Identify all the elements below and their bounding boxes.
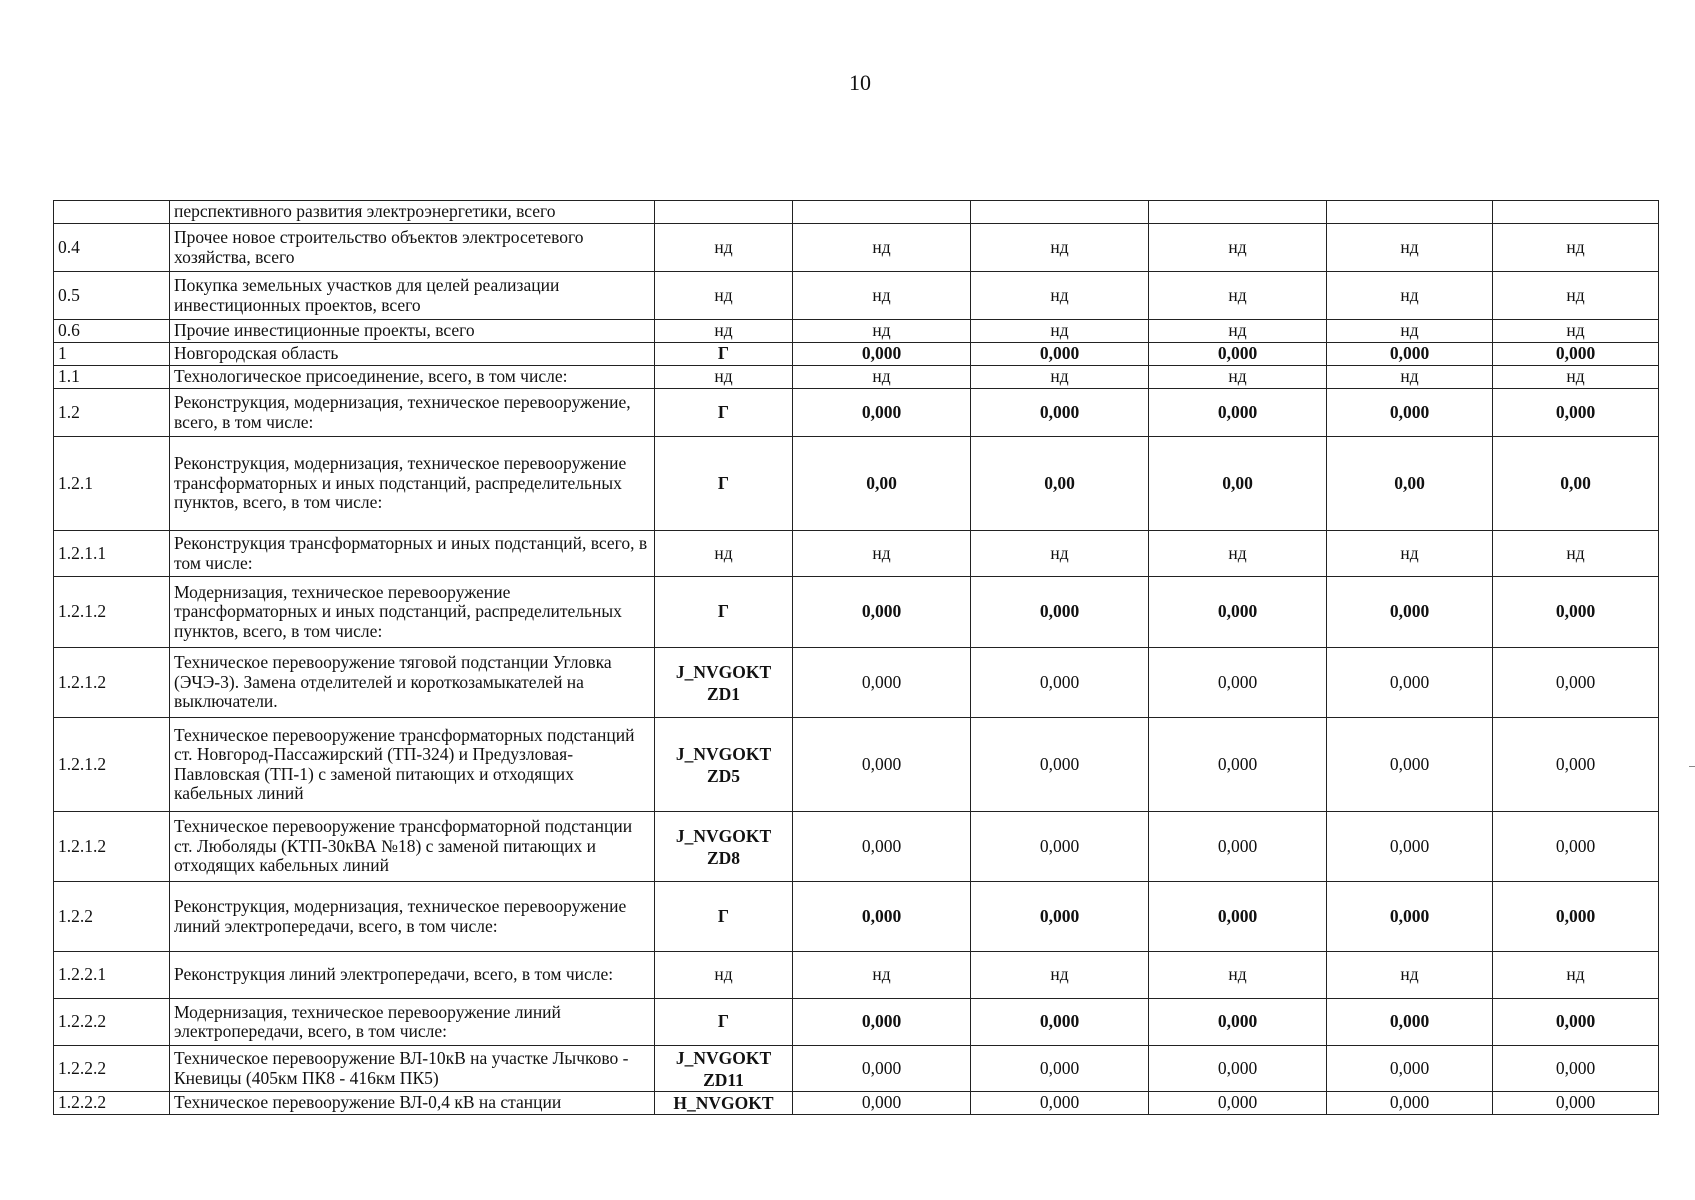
row-number-cell: 1.2.2 <box>54 882 170 952</box>
project-code-cell <box>655 201 793 224</box>
value-cell: 0,000 <box>971 1046 1149 1092</box>
project-code-cell: J_NVGOKT ZD5 <box>655 718 793 812</box>
row-name-cell: Реконструкция трансформаторных и иных подстанций, всего, в том числе: <box>170 531 655 577</box>
value-cell: 0,00 <box>971 437 1149 531</box>
value-cell: нд <box>1493 952 1659 999</box>
value-cell: нд <box>1327 531 1493 577</box>
value-cell: 0,000 <box>1493 1092 1659 1115</box>
value-cell: 0,000 <box>1493 999 1659 1046</box>
value-cell: 0,000 <box>1149 648 1327 718</box>
row-number-cell: 1.2.1.2 <box>54 718 170 812</box>
table-row <box>54 272 1659 320</box>
value-cell: 0,000 <box>971 389 1149 437</box>
value-cell: нд <box>1327 272 1493 320</box>
table-row <box>54 1092 1659 1115</box>
value-cell: 0,000 <box>1493 882 1659 952</box>
row-name-cell: Техническое перевооружение тяговой подстанции Угловка (ЭЧЭ-3). Замена отделителей и короткозамыкателей на выключатели. <box>170 648 655 718</box>
value-cell: 0,000 <box>793 577 971 648</box>
project-code-cell: Г <box>655 882 793 952</box>
row-number-cell: 1.2.2.2 <box>54 1092 170 1115</box>
value-cell: 0,000 <box>793 1046 971 1092</box>
value-cell: 0,000 <box>1327 1046 1493 1092</box>
page-number: 10 <box>849 70 871 95</box>
value-cell: нд <box>793 272 971 320</box>
value-cell: 0,000 <box>1327 389 1493 437</box>
value-cell: нд <box>1149 320 1327 343</box>
row-name-cell: Техническое перевооружение ВЛ-10кВ на участке Лычково - Кневицы (405км ПК8 - 416км ПК5) <box>170 1046 655 1092</box>
value-cell: 0,000 <box>1327 343 1493 366</box>
value-cell: нд <box>1327 320 1493 343</box>
row-name-cell: Реконструкция, модернизация, техническое перевооружение, всего, в том числе: <box>170 389 655 437</box>
value-cell: 0,000 <box>793 343 971 366</box>
row-name-cell: Реконструкция линий электропередачи, всего, в том числе: <box>170 952 655 999</box>
scan-edge-mark <box>1689 766 1695 767</box>
project-code-cell: Г <box>655 389 793 437</box>
table-row <box>54 812 1659 882</box>
value-cell: нд <box>971 320 1149 343</box>
value-cell: 0,000 <box>971 812 1149 882</box>
table-row <box>54 224 1659 272</box>
value-cell <box>971 201 1149 224</box>
table-row <box>54 648 1659 718</box>
value-cell: 0,000 <box>971 882 1149 952</box>
value-cell: нд <box>1493 224 1659 272</box>
value-cell: нд <box>1149 272 1327 320</box>
table-row <box>54 577 1659 648</box>
row-name-cell: Технологическое присоединение, всего, в том числе: <box>170 366 655 389</box>
project-code-cell: нд <box>655 272 793 320</box>
value-cell: 0,000 <box>1149 1046 1327 1092</box>
value-cell: 0,000 <box>1327 882 1493 952</box>
table-row <box>54 718 1659 812</box>
value-cell: 0,000 <box>1149 882 1327 952</box>
table-row <box>54 531 1659 577</box>
value-cell: 0,000 <box>1327 812 1493 882</box>
value-cell <box>793 201 971 224</box>
row-number-cell: 1.2.1.2 <box>54 648 170 718</box>
value-cell: нд <box>971 531 1149 577</box>
table-row <box>54 952 1659 999</box>
value-cell <box>1149 201 1327 224</box>
project-code-cell: нд <box>655 366 793 389</box>
value-cell: 0,000 <box>1327 648 1493 718</box>
value-cell: 0,000 <box>1493 812 1659 882</box>
value-cell: 0,00 <box>1327 437 1493 531</box>
value-cell: 0,000 <box>793 812 971 882</box>
value-cell: 0,000 <box>1149 718 1327 812</box>
value-cell: 0,000 <box>971 718 1149 812</box>
project-code-cell: нд <box>655 531 793 577</box>
table-row <box>54 343 1659 366</box>
table-row <box>54 1046 1659 1092</box>
value-cell: 0,000 <box>1327 1092 1493 1115</box>
value-cell: 0,000 <box>971 999 1149 1046</box>
table-row <box>54 882 1659 952</box>
row-number-cell <box>54 201 170 224</box>
table-row <box>54 999 1659 1046</box>
value-cell: 0,000 <box>1149 343 1327 366</box>
row-name-cell: Техническое перевооружение ВЛ-0,4 кВ на станции <box>170 1092 655 1115</box>
value-cell: 0,000 <box>1327 999 1493 1046</box>
value-cell: 0,000 <box>793 718 971 812</box>
value-cell: 0,000 <box>793 648 971 718</box>
row-name-cell: Модернизация, техническое перевооружение трансформаторных и иных подстанций, распределительных пунктов, всего, в том числе: <box>170 577 655 648</box>
table-row <box>54 366 1659 389</box>
value-cell: 0,000 <box>793 1092 971 1115</box>
value-cell: нд <box>1327 366 1493 389</box>
value-cell: 0,000 <box>1493 648 1659 718</box>
value-cell: 0,000 <box>793 389 971 437</box>
value-cell: 0,000 <box>1493 718 1659 812</box>
value-cell: 0,000 <box>1327 718 1493 812</box>
value-cell: нд <box>1149 224 1327 272</box>
row-name-cell: перспективного развития электроэнергетики, всего <box>170 201 655 224</box>
row-name-cell: Новгородская область <box>170 343 655 366</box>
value-cell: 0,000 <box>1493 577 1659 648</box>
row-name-cell: Покупка земельных участков для целей реализации инвестиционных проектов, всего <box>170 272 655 320</box>
value-cell <box>1493 201 1659 224</box>
investment-plan-table <box>53 200 1659 1115</box>
value-cell: нд <box>971 272 1149 320</box>
row-name-cell: Прочее новое строительство объектов электросетевого хозяйства, всего <box>170 224 655 272</box>
row-number-cell: 1.2.2.2 <box>54 1046 170 1092</box>
project-code-cell: H_NVGOKT <box>655 1092 793 1115</box>
value-cell: 0,000 <box>1493 343 1659 366</box>
value-cell: 0,000 <box>1327 577 1493 648</box>
row-number-cell: 1.2.1.2 <box>54 577 170 648</box>
value-cell: нд <box>1327 224 1493 272</box>
value-cell: 0,000 <box>1149 812 1327 882</box>
value-cell: нд <box>1149 531 1327 577</box>
row-number-cell: 1.1 <box>54 366 170 389</box>
value-cell: нд <box>1493 366 1659 389</box>
row-number-cell: 1.2 <box>54 389 170 437</box>
value-cell: нд <box>971 224 1149 272</box>
project-code-cell: Г <box>655 343 793 366</box>
value-cell: нд <box>971 366 1149 389</box>
value-cell: 0,000 <box>971 343 1149 366</box>
row-number-cell: 1 <box>54 343 170 366</box>
row-name-cell: Реконструкция, модернизация, техническое перевооружение линий электропередачи, всего, в том числе: <box>170 882 655 952</box>
value-cell: 0,000 <box>971 1092 1149 1115</box>
value-cell: нд <box>1493 531 1659 577</box>
value-cell: нд <box>793 320 971 343</box>
row-number-cell: 1.2.1.1 <box>54 531 170 577</box>
project-code-cell: J_NVGOKT ZD8 <box>655 812 793 882</box>
value-cell: нд <box>793 952 971 999</box>
value-cell: 0,000 <box>1493 1046 1659 1092</box>
row-name-cell: Прочие инвестиционные проекты, всего <box>170 320 655 343</box>
value-cell: 0,000 <box>1493 389 1659 437</box>
project-code-cell: J_NVGOKT ZD1 <box>655 648 793 718</box>
value-cell: нд <box>1493 272 1659 320</box>
project-code-cell: Г <box>655 437 793 531</box>
value-cell: 0,00 <box>793 437 971 531</box>
row-number-cell: 0.4 <box>54 224 170 272</box>
value-cell: 0,00 <box>1493 437 1659 531</box>
value-cell <box>1327 201 1493 224</box>
value-cell: 0,000 <box>1149 999 1327 1046</box>
value-cell: нд <box>1149 952 1327 999</box>
project-code-cell: нд <box>655 320 793 343</box>
value-cell: нд <box>793 531 971 577</box>
value-cell: 0,000 <box>1149 1092 1327 1115</box>
value-cell: нд <box>793 366 971 389</box>
table-row <box>54 320 1659 343</box>
row-name-cell: Реконструкция, модернизация, техническое перевооружение трансформаторных и иных подстанций, распределительных пунктов, всего, в том числе: <box>170 437 655 531</box>
row-number-cell: 1.2.2.1 <box>54 952 170 999</box>
row-name-cell: Модернизация, техническое перевооружение линий электропередачи, всего, в том числе: <box>170 999 655 1046</box>
table-row <box>54 437 1659 531</box>
row-number-cell: 1.2.1.2 <box>54 812 170 882</box>
value-cell: 0,00 <box>1149 437 1327 531</box>
value-cell: нд <box>971 952 1149 999</box>
table-row <box>54 389 1659 437</box>
project-code-cell: нд <box>655 952 793 999</box>
row-number-cell: 1.2.1 <box>54 437 170 531</box>
value-cell: 0,000 <box>1149 389 1327 437</box>
value-cell: нд <box>1493 320 1659 343</box>
value-cell: 0,000 <box>971 577 1149 648</box>
row-name-cell: Техническое перевооружение трансформаторной подстанции ст. Люболяды (КТП-30кВА №18) с заменой питающих и отходящих кабельных линий <box>170 812 655 882</box>
value-cell: 0,000 <box>793 999 971 1046</box>
project-code-cell: Г <box>655 999 793 1046</box>
value-cell: нд <box>793 224 971 272</box>
value-cell: 0,000 <box>1149 577 1327 648</box>
row-number-cell: 1.2.2.2 <box>54 999 170 1046</box>
value-cell: нд <box>1327 952 1493 999</box>
project-code-cell: Г <box>655 577 793 648</box>
row-number-cell: 0.5 <box>54 272 170 320</box>
row-number-cell: 0.6 <box>54 320 170 343</box>
value-cell: нд <box>1149 366 1327 389</box>
value-cell: 0,000 <box>971 648 1149 718</box>
project-code-cell: нд <box>655 224 793 272</box>
project-code-cell: J_NVGOKT ZD11 <box>655 1046 793 1092</box>
row-name-cell: Техническое перевооружение трансформаторных подстанций ст. Новгород-Пассажирский (ТП-324) и Предузловая-Павловская (ТП-1) с заменой питающих и отходящих кабельных линий <box>170 718 655 812</box>
table-row <box>54 201 1659 224</box>
value-cell: 0,000 <box>793 882 971 952</box>
